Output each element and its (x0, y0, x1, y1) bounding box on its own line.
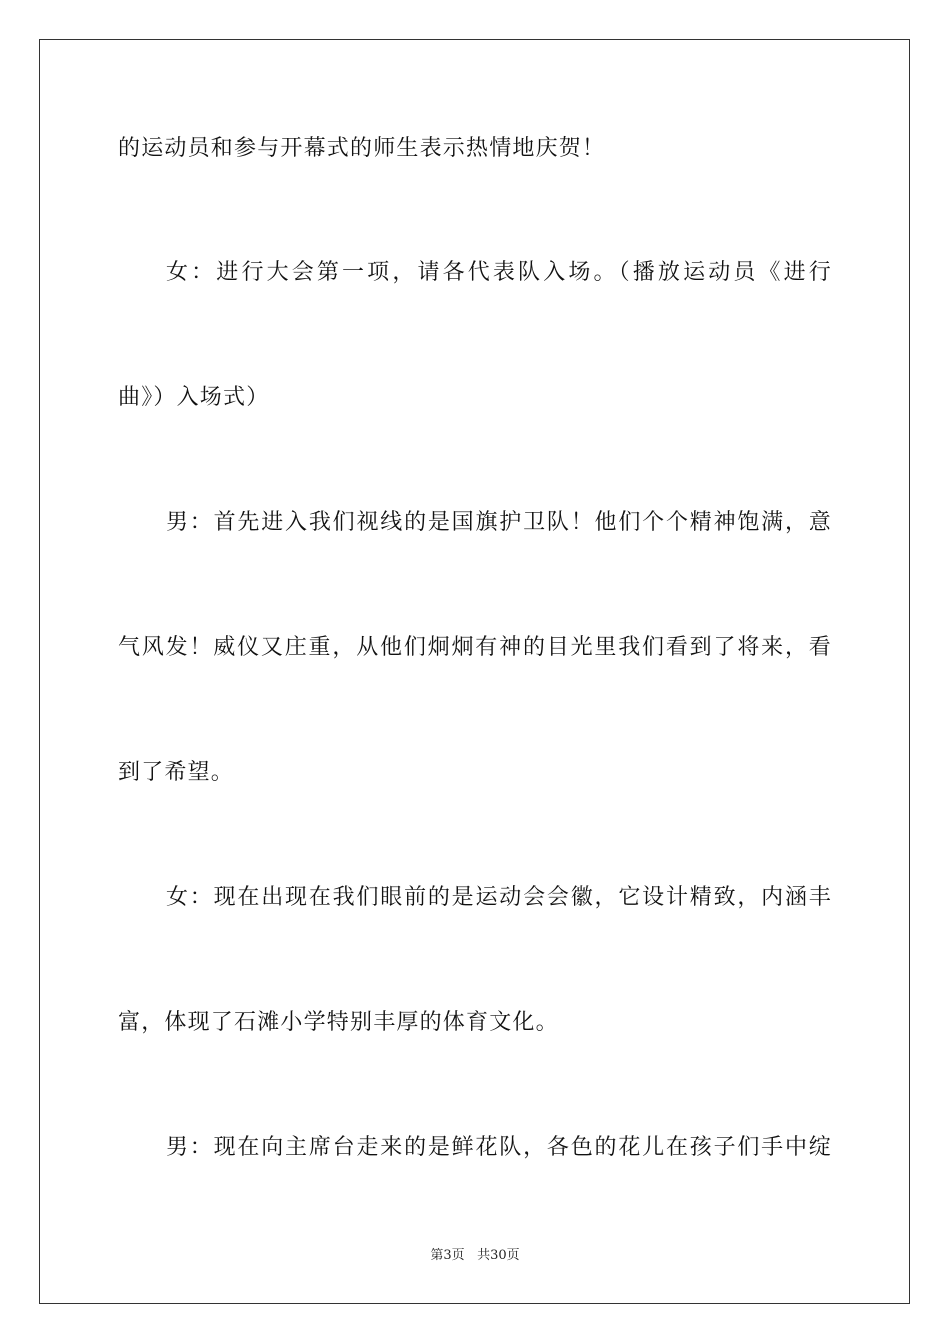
text-line-4: 男：首先进入我们视线的是国旗护卫队！他们个个精神饱满，意 (166, 510, 832, 535)
text-line-3: 曲》）入场式） (118, 385, 270, 410)
page-number: 第3页 (430, 1248, 465, 1263)
text-line-9: 男：现在向主席台走来的是鲜花队，各色的花儿在孩子们手中绽 (166, 1135, 832, 1160)
text-line-1: 的运动员和参与开幕式的师生表示热情地庆贺！ (118, 136, 606, 161)
text-line-5: 气风发！威仪又庄重，从他们炯炯有神的目光里我们看到了将来，看 (118, 635, 832, 660)
text-line-6: 到了希望。 (118, 760, 235, 785)
page-border (39, 39, 910, 1304)
text-line-2: 女：进行大会第一项，请各代表队入场。（播放运动员《进行 (166, 260, 832, 285)
page-footer (0, 1248, 950, 1264)
text-line-8: 富，体现了石滩小学特别丰厚的体育文化。 (118, 1010, 559, 1035)
page-total: 共30页 (477, 1248, 520, 1263)
text-line-7: 女：现在出现在我们眼前的是运动会会徽，它设计精致，内涵丰 (166, 885, 832, 910)
